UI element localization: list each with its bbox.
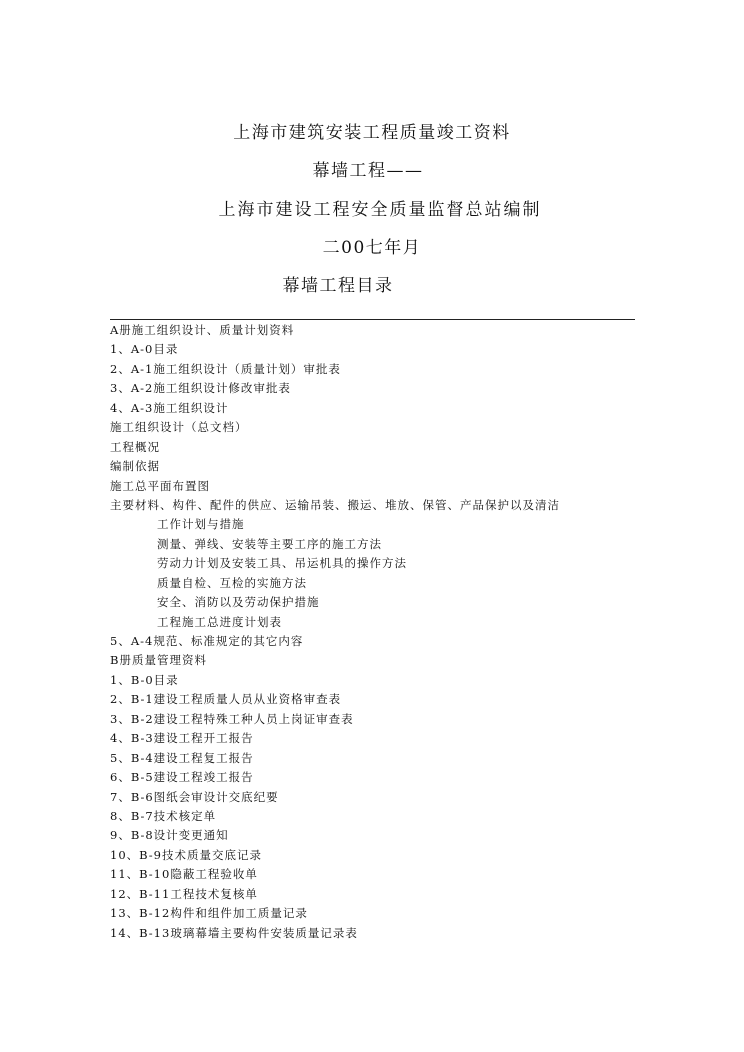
toc-item: 施工组织设计（总文档） [110,420,248,435]
toc-item: 编制依据 [110,459,160,474]
toc-item: 14、B-13玻璃幕墙主要构件安装质量记录表 [110,925,358,940]
toc-item: 安全、消防以及劳动保护措施 [157,595,320,610]
divider-line [110,319,635,320]
toc-item: 工作计划与措施 [157,517,245,532]
toc-item: 4、B-3建设工程开工报告 [110,731,254,746]
toc-item: 10、B-9技术质量交底记录 [110,847,262,862]
toc-item: 1、A-0目录 [110,342,179,357]
toc-item: 13、B-12构件和组件加工质量记录 [110,906,308,921]
toc-item: 4、A-3施工组织设计 [110,400,229,415]
project-name: 幕墙工程—— [312,161,424,181]
toc-item: 3、A-2施工组织设计修改审批表 [110,381,291,396]
toc-item: 5、A-4规范、标准规定的其它内容 [110,634,304,648]
toc-item: 1、B-0目录 [110,672,179,687]
toc-item: 质量自检、互检的实施方法 [157,575,307,590]
document-title: 上海市建筑安装工程质量竣工资料 [233,123,511,143]
toc-item: 劳动力计划及安装工具、吊运机具的操作方法 [157,556,407,571]
table-of-contents [110,321,560,943]
toc-item: 施工总平面布置图 [110,478,210,493]
toc-item: A册施工组织设计、质量计划资料 [110,323,295,337]
toc-item: 9、B-8设计变更通知 [110,828,229,843]
toc-item: 12、B-11工程技术复核单 [110,886,258,901]
document-date: 二00七年月 [322,238,422,258]
toc-item: 5、B-4建设工程复工报告 [110,750,254,765]
toc-item: 测量、弹线、安装等主要工序的施工方法 [157,536,382,551]
toc-item: 主要材料、构件、配件的供应、运输吊装、搬运、堆放、保管、产品保护以及清洁 [110,497,560,512]
toc-item: 11、B-10隐蔽工程验收单 [110,867,258,882]
toc-item: 3、B-2建设工程特殊工种人员上岗证审查表 [110,711,354,726]
toc-item: 工程施工总进度计划表 [157,614,282,629]
toc-item: 8、B-7技术核定单 [110,808,217,823]
toc-item: 2、B-1建设工程质量人员从业资格审查表 [110,692,342,707]
toc-item: 2、A-1施工组织设计（质量计划）审批表 [110,361,341,376]
toc-item: 工程概况 [110,439,160,454]
toc-item: 6、B-5建设工程竣工报告 [110,770,254,785]
toc-item: B册质量管理资料 [110,653,207,668]
issuing-authority: 上海市建设工程安全质量监督总站编制 [218,200,542,220]
toc-item: 7、B-6图纸会审设计交底纪要 [110,789,279,804]
toc-heading: 幕墙工程目录 [282,276,394,296]
